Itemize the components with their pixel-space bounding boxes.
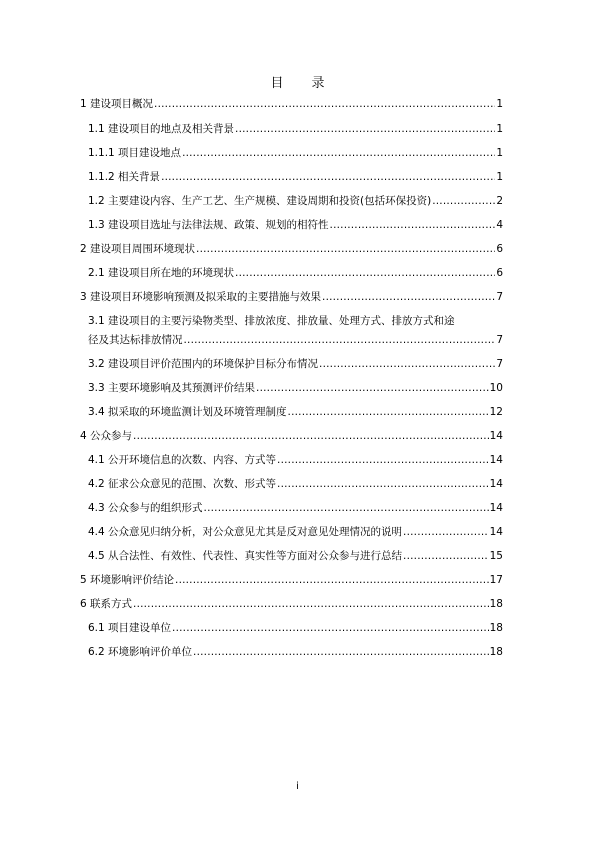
toc-entry-page: 7 — [496, 358, 503, 370]
toc-entry-page: 14 — [489, 526, 503, 538]
toc-entry-page: 2 — [496, 195, 503, 207]
toc-entry-text: 3 建设项目环境影响预测及拟采取的主要措施与效果 — [80, 291, 322, 303]
toc-entry-4-4[interactable] — [88, 526, 503, 538]
toc-entry-text: 4.1 公开环境信息的次数、内容、方式等 — [88, 454, 277, 466]
leader-dots — [161, 171, 495, 183]
toc-entry-text: 1.1.1 项目建设地点 — [88, 147, 182, 159]
toc-entry-text: 1.1 建设项目的地点及相关背景 — [88, 123, 235, 135]
toc-entry-page: 10 — [489, 382, 503, 394]
toc-entry-text: 4.4 公众意见归纳分析，对公众意见尤其是反对意见处理情况的说明 — [88, 526, 403, 538]
toc-entry-3-1-line1[interactable]: 3.1 建设项目的主要污染物类型、排放浓度、排放量、处理方式、排放方式和途 — [88, 315, 455, 327]
toc-entry-2-1[interactable] — [88, 267, 503, 279]
toc-entry-text: 6 联系方式 — [80, 598, 133, 610]
toc-entry-page: 7 — [496, 334, 503, 346]
toc-entry-1-1-1[interactable] — [88, 147, 503, 159]
toc-entry-page: 14 — [489, 430, 503, 442]
toc-entry-4-3[interactable] — [88, 502, 503, 514]
toc-entry-page: 15 — [489, 550, 503, 562]
toc-entry-page: 7 — [496, 291, 503, 303]
toc-entry-text: 6.2 环境影响评价单位 — [88, 646, 193, 658]
toc-entry-6[interactable] — [80, 598, 503, 610]
toc-entry-page: 1 — [496, 98, 503, 110]
toc-entry-text: 3.4 拟采取的环境监测计划及环境管理制度 — [88, 406, 287, 418]
leader-dots — [172, 622, 489, 634]
leader-dots — [432, 195, 495, 207]
toc-entry-5[interactable] — [80, 574, 503, 586]
leader-dots — [319, 358, 495, 370]
toc-entry-text: 1.2 主要建设内容、生产工艺、生产规模、建设周期和投资(包括环保投资) — [88, 195, 432, 207]
leader-dots — [193, 646, 489, 658]
toc-title-part2: 录 — [311, 76, 325, 91]
toc-entry-3-3[interactable] — [88, 382, 503, 394]
toc-entry-6-1[interactable] — [88, 622, 503, 634]
toc-entry-4-2[interactable] — [88, 478, 503, 490]
toc-entry-1-2[interactable] — [88, 195, 503, 207]
toc-entry-page: 12 — [489, 406, 503, 418]
toc-entry-text: 4 公众参与 — [80, 430, 133, 442]
toc-entry-text: 1.1.2 相关背景 — [88, 171, 161, 183]
toc-entry-page: 18 — [489, 598, 503, 610]
leader-dots — [277, 454, 489, 466]
toc-entry-page: 14 — [489, 454, 503, 466]
toc-entry-3-2[interactable] — [88, 358, 503, 370]
toc-entry-text: 4.5 从合法性、有效性、代表性、真实性等方面对公众参与进行总结 — [88, 550, 403, 562]
toc-entry-page: 18 — [489, 622, 503, 634]
toc-entry-2[interactable] — [80, 243, 503, 255]
toc-entry-text: 3.3 主要环境影响及其预测评价结果 — [88, 382, 256, 394]
toc-entry-1-1-2[interactable] — [88, 171, 503, 183]
toc-entry-page: 6 — [496, 267, 503, 279]
toc-entry-page: 1 — [496, 171, 503, 183]
toc-entry-page: 6 — [496, 243, 503, 255]
leader-dots — [182, 147, 495, 159]
toc-entry-text: 2.1 建设项目所在地的环境现状 — [88, 267, 235, 279]
leader-dots — [133, 430, 489, 442]
toc-entry-3[interactable] — [80, 291, 503, 303]
toc-entry-text: 1.3 建设项目选址与法律法规、政策、规划的相符性 — [88, 219, 329, 231]
toc-entry-page: 14 — [489, 502, 503, 514]
leader-dots — [322, 291, 495, 303]
toc-entry-text: 6.1 项目建设单位 — [88, 622, 172, 634]
toc-entry-3-4[interactable] — [88, 406, 503, 418]
leader-dots — [277, 478, 489, 490]
toc-entry-3-1-line2[interactable] — [88, 334, 503, 346]
toc-entry-page: 17 — [489, 574, 503, 586]
toc-entry-page: 18 — [489, 646, 503, 658]
leader-dots — [288, 406, 489, 418]
leader-dots — [403, 526, 489, 538]
toc-entry-page: 1 — [496, 147, 503, 159]
toc-entry-text: 5 环境影响评价结论 — [80, 574, 175, 586]
leader-dots — [403, 550, 489, 562]
toc-entry-text: 径及其达标排放情况 — [88, 334, 183, 346]
toc-title — [0, 72, 595, 91]
toc-entry-text: 3.2 建设项目评价范围内的环境保护目标分布情况 — [88, 358, 319, 370]
leader-dots — [256, 382, 489, 394]
page-number: i — [296, 781, 299, 792]
toc-entry-6-2[interactable] — [88, 646, 503, 658]
toc-entry-page: 4 — [496, 219, 503, 231]
toc-entry-page: 1 — [496, 123, 503, 135]
toc-entry-text: 4.2 征求公众意见的范围、次数、形式等 — [88, 478, 277, 490]
toc-entry-4[interactable] — [80, 430, 503, 442]
toc-entry-text: 1 建设项目概况 — [80, 98, 154, 110]
toc-entry-1[interactable] — [80, 98, 503, 110]
toc-entry-text: 4.3 公众参与的组织形式 — [88, 502, 203, 514]
leader-dots — [204, 502, 489, 514]
toc-entry-4-5[interactable] — [88, 550, 503, 562]
toc-entry-1-1[interactable] — [88, 123, 503, 135]
toc-entry-1-3[interactable] — [88, 219, 503, 231]
leader-dots — [235, 123, 495, 135]
leader-dots — [235, 267, 495, 279]
leader-dots — [133, 598, 489, 610]
toc-entry-4-1[interactable] — [88, 454, 503, 466]
leader-dots — [330, 219, 496, 231]
leader-dots — [154, 98, 495, 110]
toc-entry-page: 14 — [489, 478, 503, 490]
toc-entry-text: 2 建设项目周围环境现状 — [80, 243, 196, 255]
leader-dots — [175, 574, 489, 586]
leader-dots — [184, 334, 496, 346]
leader-dots — [196, 243, 495, 255]
toc-title-part1: 目 — [270, 76, 284, 91]
